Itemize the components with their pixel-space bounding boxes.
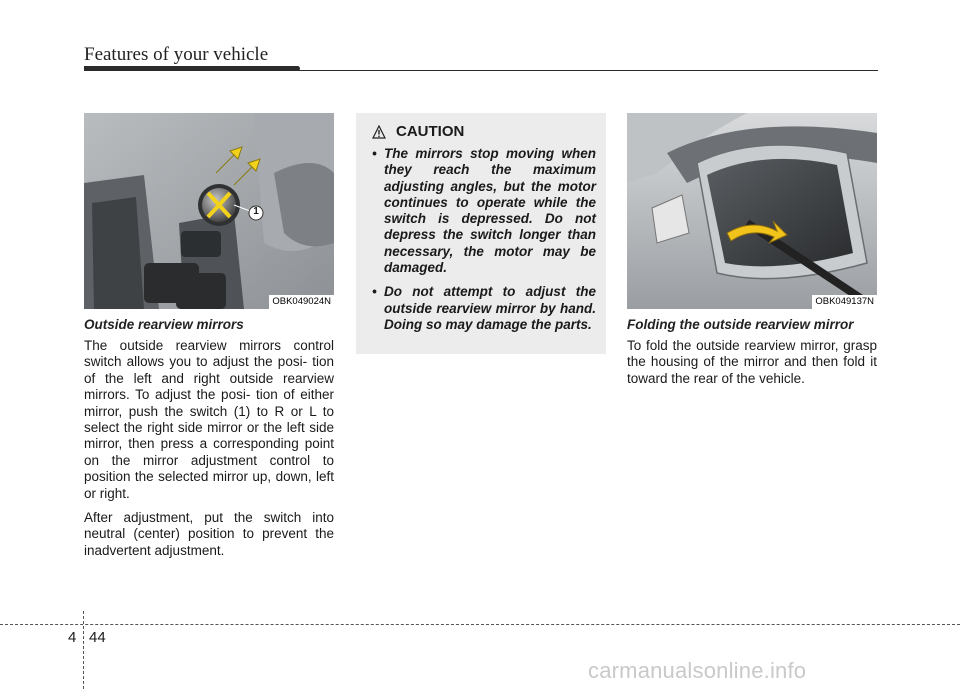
watermark-text: carmanualsonline.info [588, 658, 807, 683]
mirror-switch-illustration [84, 113, 334, 309]
footer-vertical-divider [83, 611, 84, 689]
caution-item-text: Do not attempt to adjust the outside rearview mirror by hand. Doing so may damage the parts. [384, 284, 596, 332]
header-rule [84, 70, 878, 71]
section-subhead-folding-mirror: Folding the outside rearview mirror [627, 317, 854, 332]
folding-mirror-drawing [627, 113, 877, 309]
chapter-number: 4 [68, 629, 77, 646]
caution-box [356, 113, 606, 354]
caution-item-text: The mirrors stop moving when they reach the maximum adjusting angles, but the motor continues to operate while the switch is depressed. Do not depress the switch longer than necessary, the motor may be damaged. [384, 146, 596, 276]
caution-item: • Do not attempt to adjust the outside rearview mirror by hand. Doing so may damage the parts. [372, 284, 596, 332]
folding-mirror-body [627, 338, 877, 395]
page-number: 44 [89, 629, 106, 646]
outside-mirrors-body [84, 338, 334, 567]
body-paragraph: After adjustment, put the switch into neutral (center) position to prevent the inadvertent adjustment. [84, 510, 334, 558]
mirror-switch-drawing [84, 113, 334, 309]
caution-title: CAUTION [396, 123, 465, 140]
figure-code: OBK049137N [812, 295, 877, 309]
footer-divider [0, 624, 960, 625]
body-paragraph: The outside rearview mirrors control switch allows you to adjust the posi- tion of the left and right outside rearview mirrors. To adjust the posi- tion of either mirror, push the switch (1) to R or L to select the right side mirror or the left side mirror, then press a corresponding point on the mirror adjustment control to position the selected mirror up, down, left or right. [84, 338, 334, 501]
section-subhead-outside-mirrors: Outside rearview mirrors [84, 317, 244, 332]
folding-mirror-illustration [627, 113, 877, 309]
page-header-title: Features of your vehicle [84, 44, 269, 65]
caution-item: • The mirrors stop moving when they reach the maximum adjusting angles, but the motor continues to operate while the switch is depressed. Do not depress the switch longer than necessary, the motor may be damaged. [372, 146, 596, 276]
figure-code: OBK049024N [269, 295, 334, 309]
callout-number: 1 [253, 206, 259, 217]
caution-list [372, 146, 596, 333]
warning-triangle-icon [372, 125, 386, 139]
body-paragraph: To fold the outside rearview mirror, grasp the housing of the mirror and then fold it toward the rear of the vehicle. [627, 338, 877, 386]
caution-heading [372, 123, 596, 140]
